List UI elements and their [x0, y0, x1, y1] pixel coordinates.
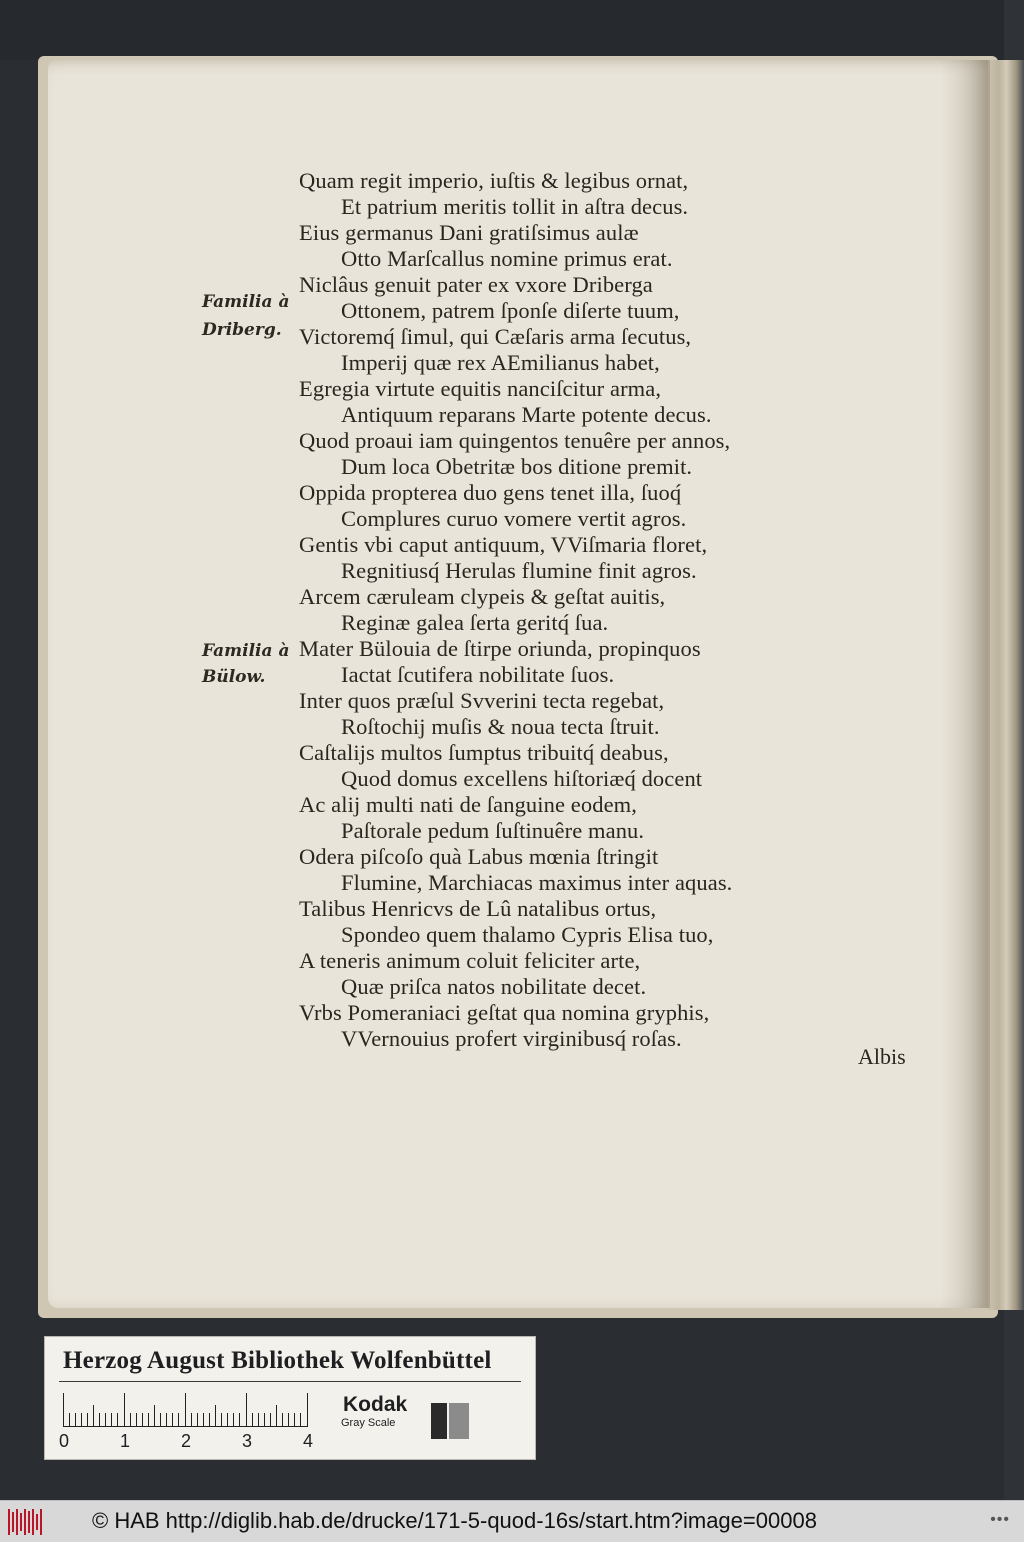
ruler-tick	[307, 1393, 308, 1427]
ruler-tick	[154, 1405, 155, 1427]
margin-note-driberg-line1: Familia à	[202, 292, 290, 312]
kodak-logo: Kodak	[343, 1393, 408, 1416]
ruler-number: 3	[242, 1431, 253, 1451]
poem-line: Et patrium meritis tollit in aſtra decus.	[341, 194, 689, 219]
ruler-tick	[117, 1413, 118, 1427]
poem-line: Regnitiusq́ Herulas flumine finit agros.	[341, 558, 697, 583]
ruler-tick	[264, 1413, 265, 1427]
gray-swatch-dark	[431, 1403, 447, 1439]
background-top	[0, 0, 1024, 60]
poem-line: Dum loca Obetritæ bos ditione premit.	[341, 454, 693, 479]
poem-line: Caſtalijs multos ſumptus tribuitq́ deabus,	[299, 740, 669, 765]
poem-line: Quæ priſca natos nobilitate decet.	[341, 974, 647, 999]
gray-swatch-mid	[449, 1403, 469, 1439]
poem-line: Ottonem, patrem ſponſe diſerte tuum,	[341, 298, 680, 323]
margin-note-bulow-line1: Familia à	[202, 641, 290, 661]
ruler-tick	[136, 1413, 137, 1427]
poem-line: Otto Marſcallus nomine primus erat.	[341, 246, 673, 271]
catchword: Albis	[858, 1044, 906, 1069]
gutter-shadow	[940, 60, 990, 1308]
ruler-tick	[197, 1413, 198, 1427]
ruler-tick	[252, 1413, 253, 1427]
ruler-tick	[282, 1413, 283, 1427]
ruler-tick	[294, 1413, 295, 1427]
book-right-leaves	[985, 60, 1024, 1310]
ruler-tick	[270, 1413, 271, 1427]
poem-line: A teneris animum coluit feliciter arte,	[299, 948, 641, 973]
poem-line: Antiquum reparans Marte potente decus.	[341, 402, 712, 427]
ruler-tick	[69, 1413, 70, 1427]
ruler-tick	[81, 1413, 82, 1427]
ruler-number: 1	[120, 1431, 131, 1451]
ruler-tick	[233, 1413, 234, 1427]
kodak-subtitle: Gray Scale	[341, 1417, 396, 1429]
ruler-tick	[276, 1405, 277, 1427]
gray-scale-card	[44, 1336, 536, 1460]
poem-line: Flumine, Marchiacas maximus inter aquas.	[341, 870, 733, 895]
ruler-tick	[93, 1405, 94, 1427]
ruler-tick	[111, 1413, 112, 1427]
ruler-tick	[99, 1413, 100, 1427]
poem-line: Roſtochij muſis & noua tecta ſtruit.	[341, 714, 660, 739]
poem-line: Quam regit imperio, iuſtis & legibus ornat,	[299, 168, 689, 193]
ruler-tick	[221, 1413, 222, 1427]
ruler-tick	[75, 1413, 76, 1427]
ruler-tick	[227, 1413, 228, 1427]
ruler-number: 4	[303, 1431, 314, 1451]
ruler-number: 0	[59, 1431, 70, 1451]
ruler	[63, 1387, 323, 1427]
poem-line: Ac alij multi nati de ſanguine eodem,	[299, 792, 637, 817]
ruler-tick	[124, 1393, 125, 1427]
ruler-tick	[288, 1413, 289, 1427]
poem-line: Paſtorale pedum ſuſtinuêre manu.	[341, 818, 645, 843]
poem-line: Vrbs Pomeraniaci geſtat qua nomina gryphis,	[299, 1000, 710, 1025]
ruler-tick	[63, 1393, 64, 1427]
ruler-tick	[105, 1413, 106, 1427]
card-divider	[59, 1381, 521, 1382]
margin-note-bulow-line2: Bülow.	[202, 667, 266, 687]
poem-line: Talibus Henricvs de Lû natalibus ortus,	[299, 896, 657, 921]
ruler-tick	[148, 1413, 149, 1427]
hab-logo-icon	[8, 1509, 42, 1535]
poem-line: Quod domus excellens hiſtoriæq́ docent	[341, 766, 703, 791]
poem-line: Gentis vbi caput antiquum, VViſmaria floret,	[299, 532, 708, 557]
poem-line: Egregia virtute equitis nanciſcitur arma,	[299, 376, 662, 401]
ruler-tick	[215, 1405, 216, 1427]
ruler-tick	[160, 1413, 161, 1427]
card-title: Herzog August Bibliothek Wolfenbüttel	[63, 1347, 492, 1374]
ruler-tick	[87, 1413, 88, 1427]
ruler-tick	[246, 1393, 247, 1427]
poem-line: Arcem cæruleam clypeis & geſtat auitis,	[299, 584, 666, 609]
ruler-tick	[172, 1413, 173, 1427]
margin-note-driberg-line2: Driberg.	[202, 320, 282, 340]
poem-line: Mater Bülouia de ſtirpe oriunda, propinquos	[299, 636, 701, 661]
poem-line: Odera piſcoſo quà Labus mœnia ſtringit	[299, 844, 659, 869]
footer-copyright-url[interactable]: © HAB http://diglib.hab.de/drucke/171-5-quod-16s/start.htm?image=00008	[92, 1508, 817, 1533]
poem-line: Eius germanus Dani gratiſsimus aulæ	[299, 220, 639, 245]
footer-bar	[0, 1500, 1024, 1542]
poem-line: Iactat ſcutifera nobilitate ſuos.	[341, 662, 615, 687]
ruler-tick	[300, 1413, 301, 1427]
poem-line: Quod proaui iam quingentos tenuêre per annos,	[299, 428, 731, 453]
poem-line: Victoremq́ ſimul, qui Cæſaris arma ſecutus,	[299, 324, 692, 349]
poem-line: Reginæ galea ſerta geritq́ ſua.	[341, 610, 609, 635]
ruler-tick	[185, 1393, 186, 1427]
poem-line: Oppida propterea duo gens tenet illa, ſuoq́	[299, 480, 682, 505]
ruler-tick	[166, 1413, 167, 1427]
ruler-tick	[239, 1413, 240, 1427]
ruler-tick	[142, 1413, 143, 1427]
more-menu-icon[interactable]: •••	[990, 1511, 1010, 1528]
poem-line: Imperij quæ rex AEmilianus habet,	[341, 350, 660, 375]
poem-line: Complures curuo vomere vertit agros.	[341, 506, 687, 531]
ruler-number: 2	[181, 1431, 192, 1451]
ruler-tick	[209, 1413, 210, 1427]
poem-line: Inter quos præſul Svverini tecta regebat,	[299, 688, 665, 713]
ruler-tick	[258, 1413, 259, 1427]
poem-line: Niclâus genuit pater ex vxore Driberga	[299, 272, 653, 297]
ruler-tick	[178, 1413, 179, 1427]
ruler-tick	[203, 1413, 204, 1427]
ruler-tick	[191, 1413, 192, 1427]
poem-line: Spondeo quem thalamo Cypris Elisa tuo,	[341, 922, 714, 947]
ruler-tick	[130, 1413, 131, 1427]
poem-line: VVernouius profert virginibusq́ roſas.	[341, 1026, 682, 1051]
